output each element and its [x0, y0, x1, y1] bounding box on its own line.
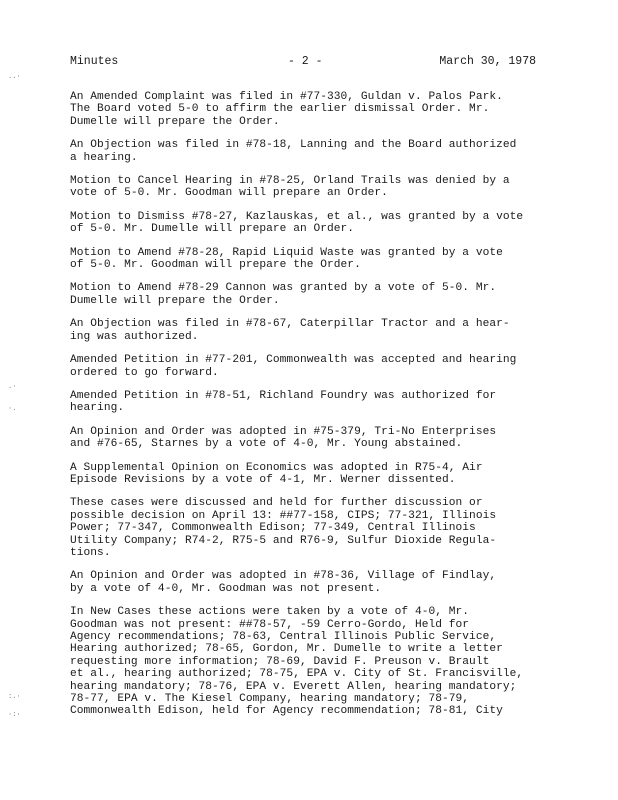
- paragraph-tri-no: An Opinion and Order was adopted in #75-379, Tri-No Enterprises and #76-65, Starnes by a vote of 4-0, Mr. Young abstained.: [70, 425, 497, 451]
- paragraph-held-cases: These cases were discussed and held for further discussion or possible decision on April 13: ##77-158, CIPS; 77-321, Illinois Power; 77-347, Commonwealth Edison; 77-349, Central Illinois Utility Company; R74-2, R75-5 and R76-9, Sulfur Dioxide Regula- tions.: [70, 497, 497, 559]
- paragraph-new-cases: In New Cases these actions were taken by a vote of 4-0, Mr. Goodman was not present: ##78-57, -59 Cerro-Gordo, Held for Agency recommendations; 78-63, Central Illinois Public Service, Hearing authorized; 78-65, Gordon, Mr. Dumelle to write a letter requesting more information; 78-69, David F. Preuson v. Brault et al., hearing authorized; 78-75, EPA v. City of St. Francisville, hearing mandatory; 78-76, EPA v. Everett Allen, hearing mandatory; 78-77, EPA v. The Kiesel Company, hearing mandatory; 78-79, Commonwealth Edison, held for Agency recommendation; 78-81, City: [70, 606, 524, 718]
- paragraph-findlay: An Opinion and Order was adopted in #78-36, Village of Findlay, by a vote of 4-0, Mr. Goodman was not present.: [70, 570, 497, 595]
- paragraph-guldan: An Amended Complaint was filed in #77-330, Guldan v. Palos Park. The Board voted 5-0 to affirm the earlier dismissal Order. Mr. Dumelle will prepare the Order.: [70, 91, 503, 128]
- scan-speck: ·.: [8, 405, 17, 413]
- header-date: March 30, 1978: [439, 55, 536, 68]
- paragraph-cannon: Motion to Amend #78-29 Cannon was granted by a vote of 5-0. Mr. Dumelle will prepare the Order.: [70, 282, 497, 307]
- paragraph-rapid-liquid-waste: Motion to Amend #78-28, Rapid Liquid Waste was granted by a vote of 5-0. Mr. Goodman will prepare the Order.: [70, 246, 503, 272]
- paragraph-supplemental-opinion: A Supplemental Opinion on Economics was adopted in R75-4, Air Episode Revisions by a vote of 4-1, Mr. Werner dissented.: [70, 461, 483, 486]
- scan-speck: :.·: [8, 693, 21, 701]
- paragraph-orland-trails: Motion to Cancel Hearing in #78-25, Orland Trails was denied by a vote of 5-0. Mr. Goodman will prepare an Order.: [70, 175, 510, 200]
- minutes-body: [70, 91, 552, 729]
- paragraph-kazlauskas: Motion to Dismiss #78-27, Kazlauskas, et al., was granted by a vote of 5-0. Mr. Dumelle will prepare an Order.: [70, 210, 524, 236]
- paragraph-lanning: An Objection was filed in #78-18, Lanning and the Board authorized a hearing.: [70, 139, 517, 164]
- scan-speck: ..·: [8, 73, 21, 81]
- paragraph-richland-foundry: Amended Petition in #78-51, Richland Foundry was authorized for hearing.: [70, 389, 497, 415]
- scan-speck: .·: [8, 383, 17, 391]
- page-header: [70, 55, 540, 71]
- paragraph-caterpillar: An Objection was filed in #78-67, Caterpillar Tractor and a hear- ing was authorized.: [70, 318, 510, 343]
- page-number: - 2 -: [288, 55, 323, 68]
- paragraph-commonwealth: Amended Petition in #77-201, Commonwealth was accepted and hearing ordered to go forward.: [70, 354, 517, 379]
- scan-speck: ·:·: [8, 711, 21, 719]
- header-title: Minutes: [70, 55, 119, 68]
